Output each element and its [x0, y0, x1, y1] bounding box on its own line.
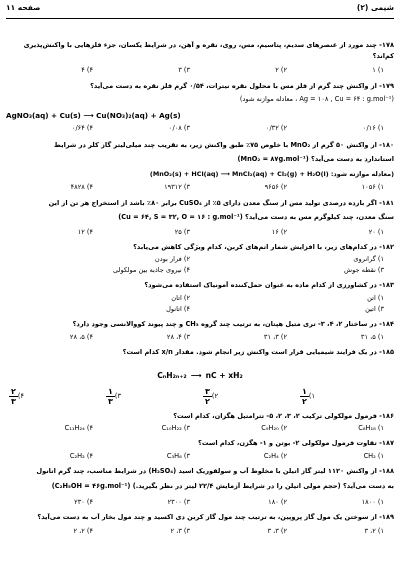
- question-189-text: ۱۸۹- از سوختن یک مول گاز پروپین، به ترتیب چند مول گاز کربن دی اکسید و چند مول بخار آب به دست می‌آید؟: [37, 513, 394, 521]
- question-189-options: [6, 527, 394, 536]
- option[interactable]: ۴) ۰/۶۴: [71, 124, 93, 132]
- question-183-options-row1: [6, 294, 394, 303]
- option[interactable]: ۱) $\frac{۱}{۲}$: [302, 386, 316, 406]
- question-185-text: ۱۸۵- در یک فرایند شیمیایی قرار است واکنش زیر انجام شود. مقدار x/n کدام است؟: [122, 348, 394, 356]
- option[interactable]: ۴) ۲، ۲: [73, 527, 93, 535]
- option[interactable]: ۴) نیروی جاذبه بین مولکولی: [112, 266, 190, 274]
- question-188-options: [6, 498, 394, 507]
- question-183-options-row2: [6, 305, 394, 314]
- option[interactable]: ۴) ۱۲: [77, 228, 93, 236]
- option[interactable]: ۲) $\frac{۳}{۲}$: [205, 386, 219, 406]
- option[interactable]: ۲) ۲: [275, 66, 287, 74]
- option[interactable]: ۱) ۱۸۰۰: [361, 498, 384, 506]
- option[interactable]: ۱) ۱: [372, 66, 384, 74]
- option[interactable]: ۳) C₁₀H₂₂: [161, 424, 190, 432]
- option[interactable]: ۳) ۳: [178, 66, 190, 74]
- question-185-equation: [125, 369, 275, 381]
- question-184-options: [6, 333, 394, 342]
- option[interactable]: ۲) C₉H₂₀: [261, 424, 287, 432]
- option[interactable]: ۴) اتانول: [166, 305, 190, 313]
- option[interactable]: ۳) ۲۵: [174, 228, 190, 236]
- question-187-text: ۱۸۷- تفاوت فرمول مولکولی ۲- بوتن و ۱- هگزن، کدام است؟: [198, 439, 394, 447]
- question-187-options: [6, 452, 394, 461]
- option[interactable]: ۳) ۲۳۰۰: [167, 498, 190, 506]
- header-divider: [6, 18, 394, 19]
- option[interactable]: ۴) ۵، ۲۸: [69, 333, 93, 341]
- question-179-text: ۱۷۹- از واکنش چند گرم از فلز مس با محلول نقره نیترات، ۰/۵۴ گرم فلز نقره به دست می‌آید؟: [90, 82, 394, 90]
- option[interactable]: ۴) C₁₁H₂₄: [64, 424, 93, 432]
- option[interactable]: ۲) فرار بودن: [154, 255, 190, 263]
- option[interactable]: ۱) C₈H₁₈: [358, 424, 384, 432]
- option[interactable]: ۱) ۰/۱۶: [362, 124, 384, 132]
- option[interactable]: ۴) ۴۸۲۸: [70, 183, 93, 191]
- option[interactable]: ۱) ۱۰۵۶: [361, 183, 384, 191]
- option[interactable]: ۳) نقطه جوش: [344, 266, 384, 274]
- option[interactable]: ۳) C₃H₆: [166, 452, 190, 460]
- option[interactable]: ۲) ۹۶۵۶: [264, 183, 287, 191]
- option[interactable]: ۱) گرانروی: [353, 255, 384, 263]
- question-180-equation: (معادله موازنه شود: MnO₂(s) + HCl(aq) ⟶ MnCl₂(aq) + Cl₂(g) + H₂O(l)): [149, 170, 394, 178]
- option[interactable]: ۱) ۲، ۳: [364, 527, 384, 535]
- subject-title: شیمی (۲): [356, 3, 394, 12]
- question-180-text-cont: استاندارد به دست می‌آید؟ (MnO₂ = ۸۷g.mol⁻¹): [237, 155, 394, 163]
- question-186-options: [6, 424, 394, 433]
- option[interactable]: ۳) ۴، ۲۸: [166, 333, 190, 341]
- question-188-text-cont: به دست می‌آید؟ (حجم مولی اتیلن را در شرایط آزمایش ۲۲/۴ لیتر در نظر بگیرید.) (C₂H₅OH = ۴۶g.mol⁻¹): [51, 482, 394, 490]
- option[interactable]: ۳) $\frac{۱}{۳}$: [108, 386, 122, 406]
- option[interactable]: ۱) ۲۰: [368, 228, 384, 236]
- option[interactable]: ۳) ۱۹۳۱۲: [164, 183, 190, 191]
- question-179-constants: (Ag = ۱۰۸ , Cu = ۶۴ : g.mol⁻¹ ، معادله موازنه شود): [239, 95, 394, 103]
- option[interactable]: ۱) اتن: [367, 294, 384, 302]
- equation-reactant: CₙH₂ₙ₊₂: [157, 370, 187, 380]
- question-180-options: [6, 183, 394, 192]
- option[interactable]: ۱) CH₂: [363, 452, 384, 460]
- option[interactable]: ۳) ۳، ۲: [170, 527, 190, 535]
- option[interactable]: ۲) ۰/۳۲: [265, 124, 287, 132]
- question-178-options: [6, 66, 394, 75]
- question-188-text: ۱۸۸- از واکنش ۱۱۲۰ لیتر گاز اتیلن با مخلوط آب و سولفوریک اسید (H₂SO₄) در شرایط مناسب، چند گرم اتانول: [36, 467, 394, 475]
- question-178-text: ۱۷۸- چند مورد از عنصرهای سدیم، پتاسیم، مس، روی، نقره و آهن، در شرایط یکسان، جزء فلزهایی با واکنش‌پذیری: [23, 41, 394, 49]
- option[interactable]: ۱) ۵، ۳۱: [360, 333, 384, 341]
- page-header: [6, 3, 394, 17]
- question-183-text: ۱۸۳- در کشاورزی از کدام ماده به عنوان حمل‌کننده آمونیاک استفاده می‌شود؟: [144, 281, 394, 289]
- option[interactable]: ۴) $\frac{۲}{۳}$: [11, 386, 25, 406]
- option[interactable]: ۲) ۱۸۰: [268, 498, 287, 506]
- question-179-options: [6, 124, 394, 133]
- question-185-options: [6, 385, 394, 407]
- option[interactable]: ۲) ۳، ۳: [267, 527, 287, 535]
- option[interactable]: ۲) ۱۶: [271, 228, 287, 236]
- page-number: صفحه ۱۱: [6, 3, 41, 12]
- option[interactable]: ۲) C₂H₄: [263, 452, 287, 460]
- option[interactable]: ۴) C₂H₂: [69, 452, 93, 460]
- question-180-text: ۱۸۰- از واکنش ۵۰ گرم از MnO₂ با خلوص ۷۵٪ طبق واکنش زیر، به تقریب چند میلی‌لیتر گاز کلر در شرایط: [54, 141, 394, 149]
- question-182-options-row1: [6, 255, 394, 264]
- question-178-text-cont: کم‌اند؟: [372, 52, 394, 60]
- equation-products: nC + xH₂: [205, 370, 243, 380]
- option[interactable]: ۳) ۰/۰۸: [168, 124, 190, 132]
- option[interactable]: ۲) ۳، ۳۱: [263, 333, 287, 341]
- question-184-text: ۱۸۴- در ساختار ۲، ۴، ۳- تری متیل هپتان، به ترتیب چند گروه CH₃ و چند پیوند کووالانسی وجود دارد؟: [72, 320, 394, 328]
- option[interactable]: ۴) ۲۳۰: [74, 498, 93, 506]
- option[interactable]: ۳) اتین: [365, 305, 384, 313]
- question-181-text-cont: سنگ معدن، چند کیلوگرم مس به دست می‌آید؟ (Cu = ۶۴, S = ۳۲, O = ۱۶ : g.mol⁻¹): [118, 213, 394, 221]
- question-186-text: ۱۸۶- فرمول مولکولی ترکیب ۲، ۳، ۲، ۵- تترامتیل هگزان، کدام است؟: [173, 412, 394, 420]
- option[interactable]: ۴) ۴: [81, 66, 93, 74]
- question-181-text: ۱۸۱- اگر بازده درصدی تولید مس از سنگ معدن دارای ۵٪ از CuSO₄ برابر ۸۰٪ باشد از استخراج هر تن از این: [48, 199, 394, 207]
- question-182-options-row2: [6, 266, 394, 275]
- question-182-text: ۱۸۲- در کدام‌های زیر، با افزایش شمار اتم‌های کربن، کدام ویژگی کاهش می‌یابد؟: [133, 243, 394, 251]
- question-179-equation: AgNO₃(aq) + Cu(s) ⟶ Cu(NO₃)₂(aq) + Ag(s): [6, 111, 181, 120]
- reaction-arrow-icon: ⟶: [190, 370, 202, 380]
- question-181-options: [6, 228, 394, 237]
- option[interactable]: ۲) اتان: [171, 294, 190, 302]
